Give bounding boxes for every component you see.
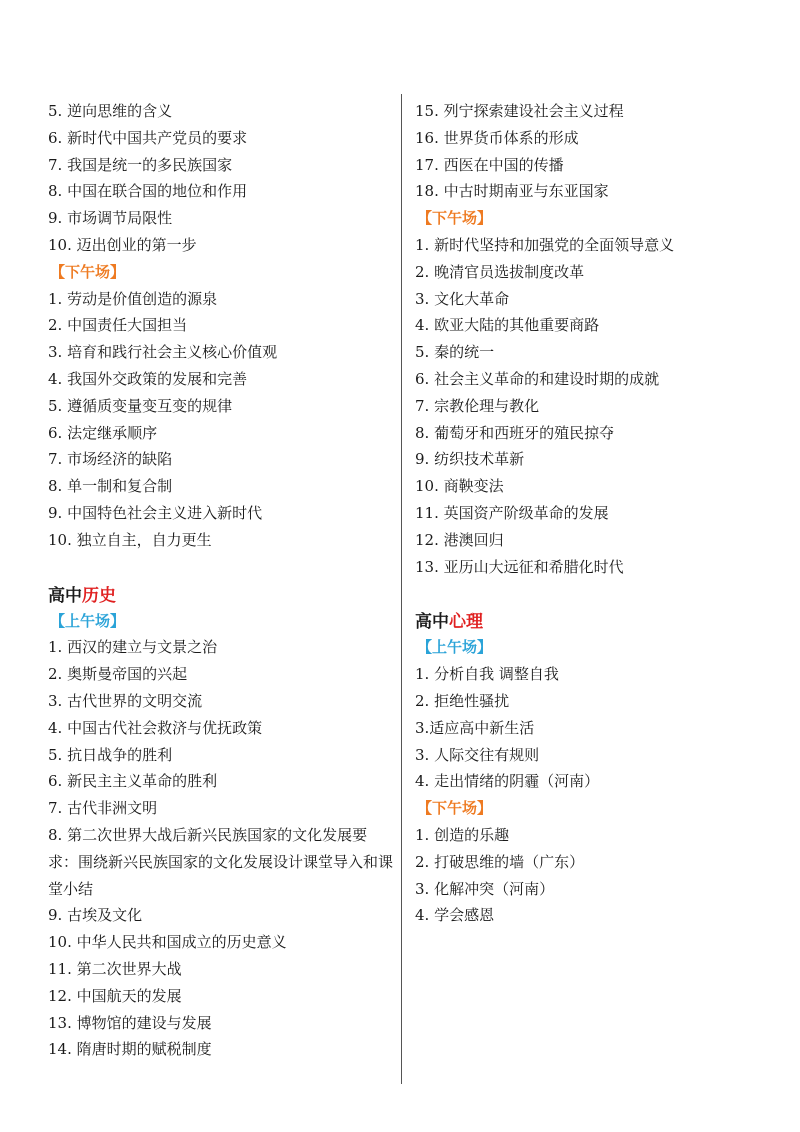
- psychology-title-prefix: 高中: [415, 612, 449, 633]
- right-column: [415, 98, 760, 929]
- list-item: 12. 港澳回归: [415, 530, 504, 549]
- list-item: 1. 劳动是价值创造的源泉: [48, 289, 218, 308]
- list-item: 7. 古代非洲文明: [48, 799, 158, 818]
- list-item: 2. 奥斯曼帝国的兴起: [48, 665, 188, 684]
- list-item: 3. 培育和践行社会主义核心价值观: [48, 343, 278, 362]
- list-item: 8. 单一制和复合制: [48, 477, 173, 496]
- list-item: 6. 新时代中国共产党员的要求: [48, 128, 248, 147]
- list-item: 8. 葡萄牙和西班牙的殖民掠夺: [415, 423, 615, 442]
- history-title-prefix: 高中: [48, 585, 82, 606]
- list-item: 9. 中国特色社会主义进入新时代: [48, 503, 263, 522]
- list-item: 6. 新民主主义革命的胜利: [48, 772, 218, 791]
- list-item: 13. 亚历山大远征和希腊化时代: [415, 557, 624, 576]
- list-item: 11. 英国资产阶级革命的发展: [415, 503, 609, 522]
- list-item: 5. 遵循质变量变互变的规律: [48, 396, 233, 415]
- list-item: 3. 古代世界的文明交流: [48, 691, 203, 710]
- list-item: 6. 社会主义革命的和建设时期的成就: [415, 369, 660, 388]
- psychology-section-title: [415, 610, 760, 634]
- list-item: 5. 逆向思维的含义: [48, 102, 173, 120]
- list-item: 16. 世界货币体系的形成: [415, 128, 579, 147]
- list-item: 1. 西汉的建立与文景之治: [48, 638, 218, 657]
- list-item: 3. 人际交往有规则: [415, 745, 540, 764]
- politics-pm-session-label: 【下午场】: [50, 262, 126, 281]
- list-item: 2. 拒绝性骚扰: [415, 691, 510, 710]
- list-item: 9. 市场调节局限性: [48, 209, 173, 228]
- list-item: 1. 分析自我 调整自我: [415, 665, 559, 684]
- list-item: 7. 宗教伦理与教化: [415, 396, 540, 415]
- history-am-session-label: 【上午场】: [50, 611, 126, 630]
- list-item: 4. 走出情绪的阴霾（河南）: [415, 772, 600, 791]
- list-item: 8. 第二次世界大战后新兴民族国家的文化发展要求：围绕新兴民族国家的文化发展设计课堂导入和课堂小结: [48, 825, 394, 898]
- list-item: 5. 抗日战争的胜利: [48, 745, 173, 764]
- list-item: 2. 打破思维的墙（广东）: [415, 852, 585, 871]
- list-item: 9. 古埃及文化: [48, 906, 143, 925]
- list-item: 7. 我国是统一的多民族国家: [48, 155, 233, 174]
- psychology-am-list: [415, 661, 760, 795]
- list-item: 9. 纺织技术革新: [415, 450, 525, 469]
- psychology-pm-session-label: 【下午场】: [417, 799, 493, 818]
- list-item: 12. 中国航天的发展: [48, 986, 182, 1005]
- list-item: 10. 中华人民共和国成立的历史意义: [48, 933, 287, 952]
- list-item: 4. 中国古代社会救济与优抚政策: [48, 718, 263, 737]
- politics-pm-list: [48, 286, 393, 554]
- list-item: 4. 欧亚大陆的其他重要商路: [415, 316, 600, 335]
- list-item: 18. 中古时期南亚与东亚国家: [415, 182, 609, 201]
- list-item: 13. 博物馆的建设与发展: [48, 1013, 212, 1032]
- history-section-title: [48, 584, 393, 608]
- list-item: 1. 新时代坚持和加强党的全面领导意义: [415, 235, 675, 254]
- list-item: 3. 文化大革命: [415, 289, 510, 308]
- psychology-pm-list: [415, 822, 760, 929]
- list-item: 1. 创造的乐趣: [415, 825, 510, 844]
- history-am-continued-list: [415, 98, 760, 205]
- list-item: 15. 列宁探索建设社会主义过程: [415, 102, 624, 120]
- history-title-subject: 历史: [82, 585, 116, 606]
- history-am-list: [48, 634, 393, 1063]
- list-item: 4. 学会感恩: [415, 906, 495, 925]
- list-item: 10. 迈出创业的第一步: [48, 235, 197, 254]
- column-divider: [401, 94, 402, 1084]
- list-item: 14. 隋唐时期的赋税制度: [48, 1040, 212, 1059]
- list-item: 2. 中国责任大国担当: [48, 316, 188, 335]
- psychology-title-subject: 心理: [449, 612, 483, 633]
- list-item: 2. 晚清官员选拔制度改革: [415, 262, 585, 281]
- psychology-am-session-label: 【上午场】: [417, 638, 493, 657]
- list-item: 17. 西医在中国的传播: [415, 155, 564, 174]
- list-item: 3. 化解冲突（河南）: [415, 879, 555, 898]
- list-item: 10. 商鞅变法: [415, 477, 504, 496]
- list-item: 11. 第二次世界大战: [48, 959, 182, 978]
- history-pm-session-label: 【下午场】: [417, 209, 493, 228]
- list-item: 10. 独立自主，自力更生: [48, 530, 212, 549]
- left-column: [48, 98, 393, 1063]
- history-pm-list: [415, 232, 760, 580]
- list-item: 4. 我国外交政策的发展和完善: [48, 369, 248, 388]
- politics-am-continued-list: [48, 98, 393, 259]
- list-item: 5. 秦的统一: [415, 343, 495, 362]
- list-item: 8. 中国在联合国的地位和作用: [48, 182, 248, 201]
- list-item: 7. 市场经济的缺陷: [48, 450, 173, 469]
- list-item: 3.适应高中新生活: [415, 718, 535, 737]
- list-item: 6. 法定继承顺序: [48, 423, 158, 442]
